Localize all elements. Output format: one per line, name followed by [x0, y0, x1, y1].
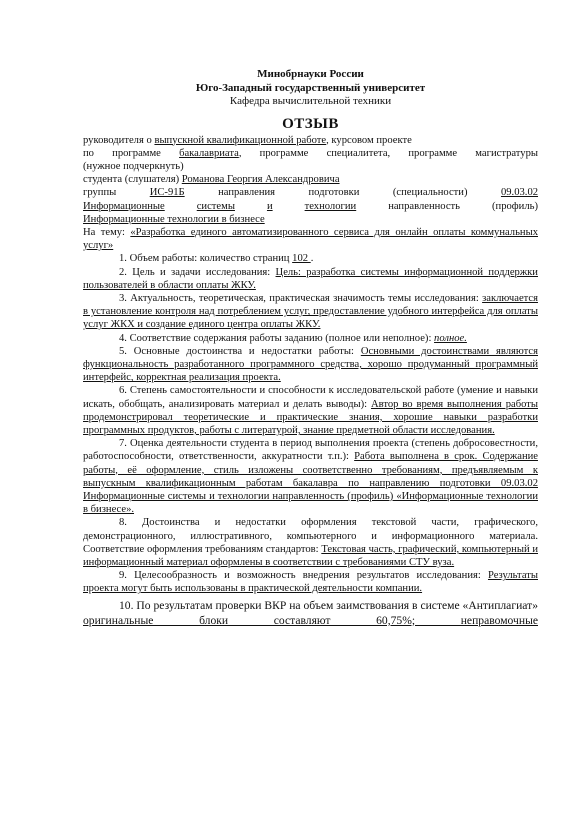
- intro-line-2: по программе бакалавриата, программе специалитета, программе магистратуры: [83, 147, 539, 159]
- intro-line-1: руководителя о выпускной квалификационной работе, курсовом проекте: [83, 134, 412, 146]
- item-9: 9. Целесообразность и возможность внедрения результатов исследования: Результаты проекта могут быть использованы в практической деятельности компании.: [83, 570, 538, 595]
- underlined-bachelor: бакалавриата: [179, 147, 239, 159]
- topic-line: На тему: «Разработка единого автоматизированного сервиса для онлайн оплаты коммунальных услуг»: [83, 226, 538, 252]
- student-line: студента (слушателя) Романова Георгия Александровича: [83, 174, 340, 186]
- item-5: 5. Основные достоинства и недостатки работы: Основными достоинствами являются функциональность разработанного программного средства, хорошо продуманный программный интерфейс, корректная реализация проекта.: [83, 345, 538, 384]
- item-1: 1. Объем работы: количество страниц 102 .: [119, 253, 314, 265]
- item-8: 8. Достоинства и недостатки оформления текстовой части, графического, демонстрационного, иллюстративного, компьютерного и информационного материала. Соответствие оформления требованиям стандартов: Текстовая часть, графический, компьютерный и информационный материал оформлены в соответствии с требованиями СТУ вуза.: [83, 517, 538, 568]
- topic-title: «Разработка единого автоматизированного сервиса для онлайн оплаты коммунальных услуг»: [83, 226, 538, 252]
- item-6: 6. Степень самостоятельности и способности к исследовательской работе (умение и навыки искать, обобщать, анализировать материал и делать выводы): Автор во время выполнения работы продемонстрировал теоретические и практические знания, хорошие навыки разработки программных продуктов, работы с литературой, знание предметной области исследования.: [83, 385, 538, 436]
- group-line: группы ИС-91Б направления подготовки (специальности) 09.03.02: [83, 187, 539, 199]
- profile-line: [83, 213, 538, 226]
- page-count: 102: [292, 253, 311, 265]
- document-title: ОТЗЫВ: [282, 115, 339, 132]
- student-name: Романова Георгия Александровича: [181, 174, 340, 186]
- item-3: 3. Актуальность, теоретическая, практическая значимость темы исследования: заключается в установление контроля над потреблением услуг, предоставление удобного интерфейса для оплаты услуг ЖКХ и создание единого центра оплаты ЖКУ.: [83, 292, 538, 331]
- intro-line-3: (нужное подчеркнуть): [83, 160, 184, 172]
- item-4: 4. Соответствие содержания работы заданию (полное или неполное): полное.: [119, 332, 467, 344]
- item-7: 7. Оценка деятельности студента в период выполнения проекта (степень добросовестности, работоспособности, ответственности, аккуратности т.п.): Работа выполнена в срок. Содержание работы, её оформление, стиль изложены соответственно требованиям, предъявляемым к выпускным квалификационным работам бакалавра по направлению подготовки 09.03.02 Информационные системы и технологии направленность (профиль) «Информационные технологии в бизнесе».: [83, 438, 538, 516]
- university-name: Юго-Западный государственный университет: [195, 81, 426, 94]
- direction-line: Информационные системы и технологии направленность (профиль): [83, 200, 538, 212]
- ministry-name: Минобрнауки России: [257, 68, 364, 80]
- group-code: ИС-91Б: [149, 187, 185, 199]
- profile-name: Информационные технологии в бизнесе: [83, 213, 265, 225]
- underlined-thesis: выпускной квалификационной работе: [154, 134, 327, 146]
- item-2: 2. Цель и задачи исследования: Цель: разработка системы информационной поддержки пользователей в области оплаты ЖКУ.: [83, 266, 538, 291]
- department-name: Кафедра вычислительной техники: [229, 95, 392, 107]
- review-document: [83, 66, 538, 628]
- direction-code: 09.03.02: [500, 187, 539, 199]
- item-10: 10. По результатам проверки ВКР на объем заимствования в системе «Антиплагиат» оригинальные блоки составляют 60,75%; неправомочные: [83, 598, 538, 627]
